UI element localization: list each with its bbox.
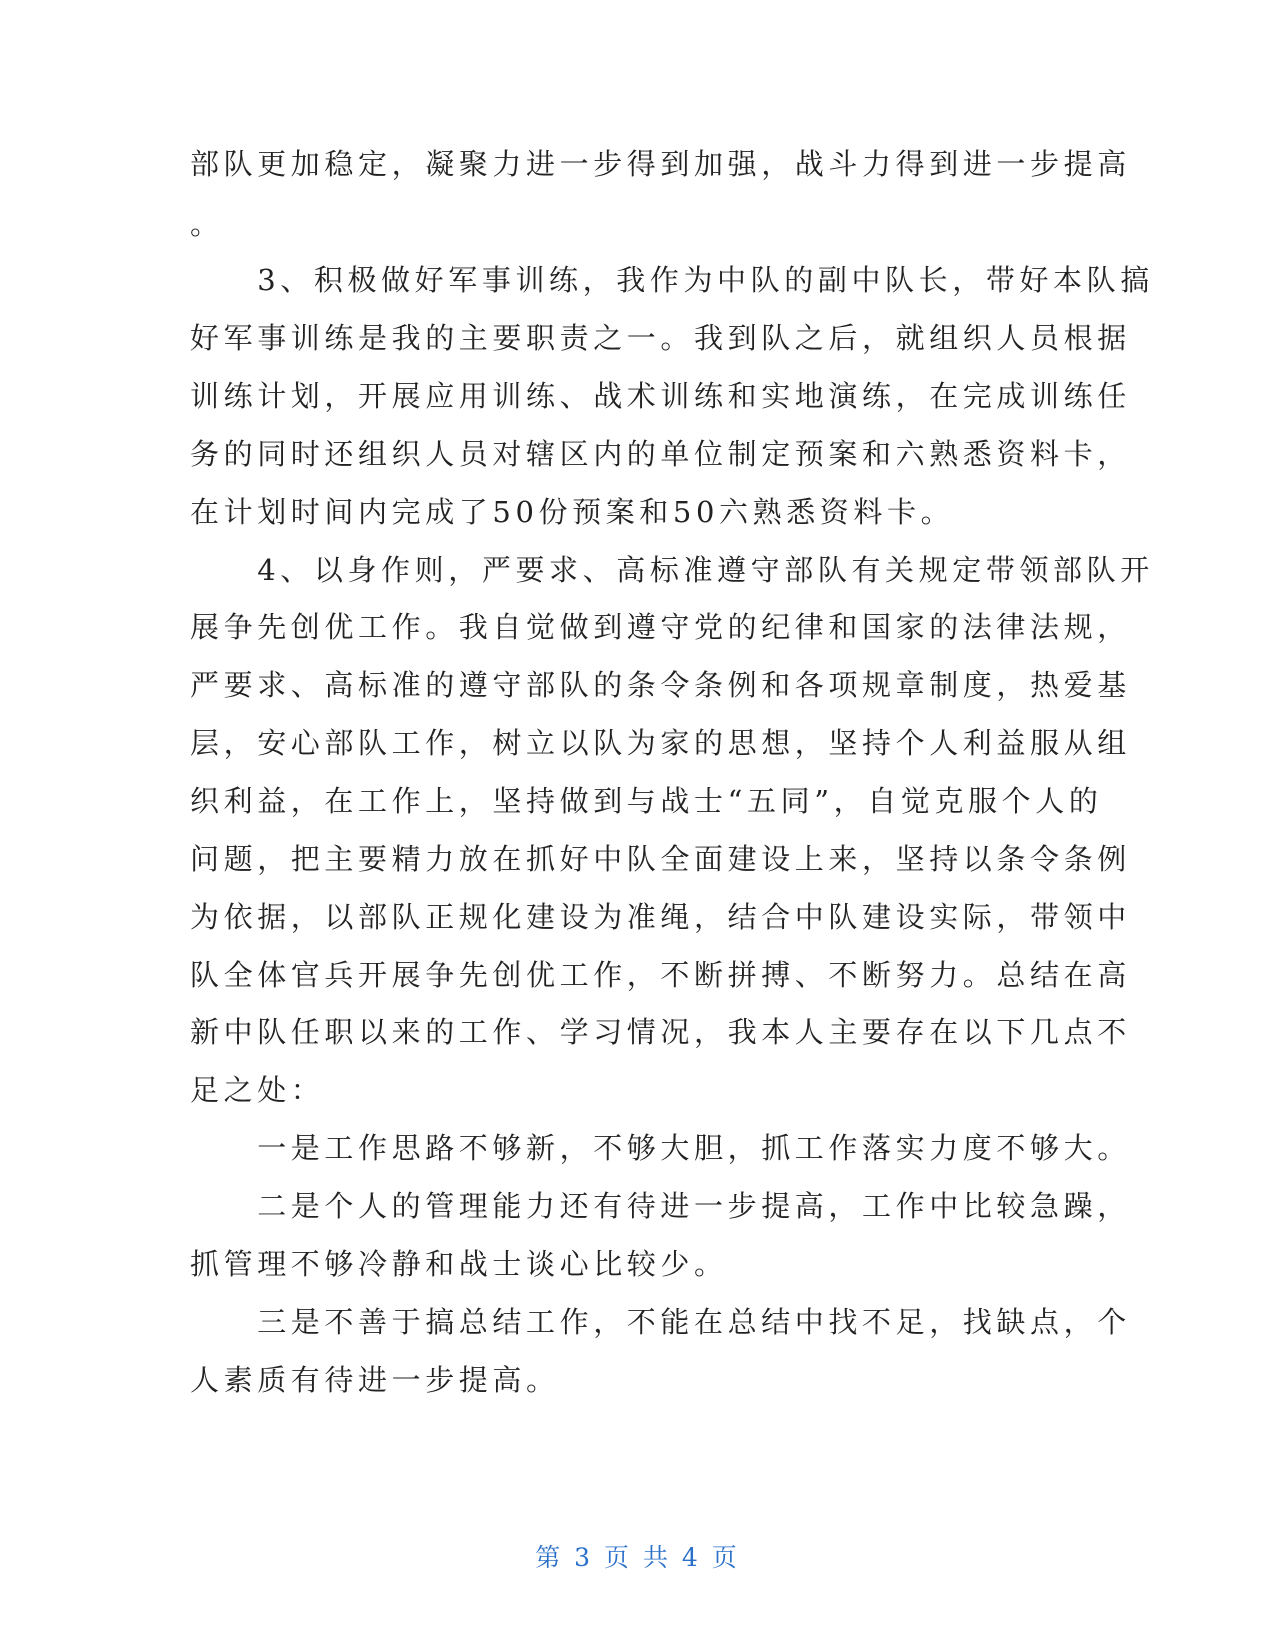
text-line: 一是工作思路不够新，不够大胆，抓工作落实力度不够大。	[190, 1131, 1131, 1165]
text-line: 在计划时间内完成了50份预案和50六熟悉资料卡。	[190, 495, 955, 529]
text-line: 。	[190, 207, 224, 241]
text-line: 织利益，在工作上，坚持做到与战士“五同”，自觉克服个人的	[190, 784, 1103, 818]
text-line: 问题，把主要精力放在抓好中队全面建设上来，坚持以条令条例	[190, 842, 1131, 876]
text-line: 展争先创优工作。我自觉做到遵守党的纪律和国家的法律法规，	[190, 610, 1131, 644]
text-line: 二是个人的管理能力还有待进一步提高，工作中比较急躁，	[190, 1189, 1131, 1223]
text-line: 新中队任职以来的工作、学习情况，我本人主要存在以下几点不	[190, 1015, 1131, 1049]
text-line: 队全体官兵开展争先创优工作，不断拼搏、不断努力。总结在高	[190, 958, 1131, 992]
text-line: 部队更加稳定，凝聚力进一步得到加强，战斗力得到进一步提高	[190, 147, 1131, 181]
text-line: 足之处：	[190, 1073, 325, 1107]
text-line: 好军事训练是我的主要职责之一。我到队之后，就组织人员根据	[190, 321, 1131, 355]
text-line: 务的同时还组织人员对辖区内的单位制定预案和六熟悉资料卡，	[190, 437, 1131, 471]
text-line: 训练计划，开展应用训练、战术训练和实地演练，在完成训练任	[190, 379, 1131, 413]
text-line: 4、以身作则，严要求、高标准遵守部队有关规定带领部队开	[190, 553, 1154, 587]
text-line: 为依据，以部队正规化建设为准绳，结合中队建设实际，带领中	[190, 900, 1131, 934]
text-line: 3、积极做好军事训练，我作为中队的副中队长，带好本队搞	[190, 263, 1154, 297]
text-line: 三是不善于搞总结工作，不能在总结中找不足，找缺点，个	[190, 1305, 1131, 1339]
text-line: 层，安心部队工作，树立以队为家的思想，坚持个人利益服从组	[190, 726, 1131, 760]
text-line: 抓管理不够冷静和战士谈心比较少。	[190, 1247, 728, 1281]
text-line: 严要求、高标准的遵守部队的条令条例和各项规章制度，热爱基	[190, 668, 1131, 702]
page-footer: 第 3 页 共 4 页	[535, 1543, 740, 1572]
text-line: 人素质有待进一步提高。	[190, 1363, 560, 1397]
